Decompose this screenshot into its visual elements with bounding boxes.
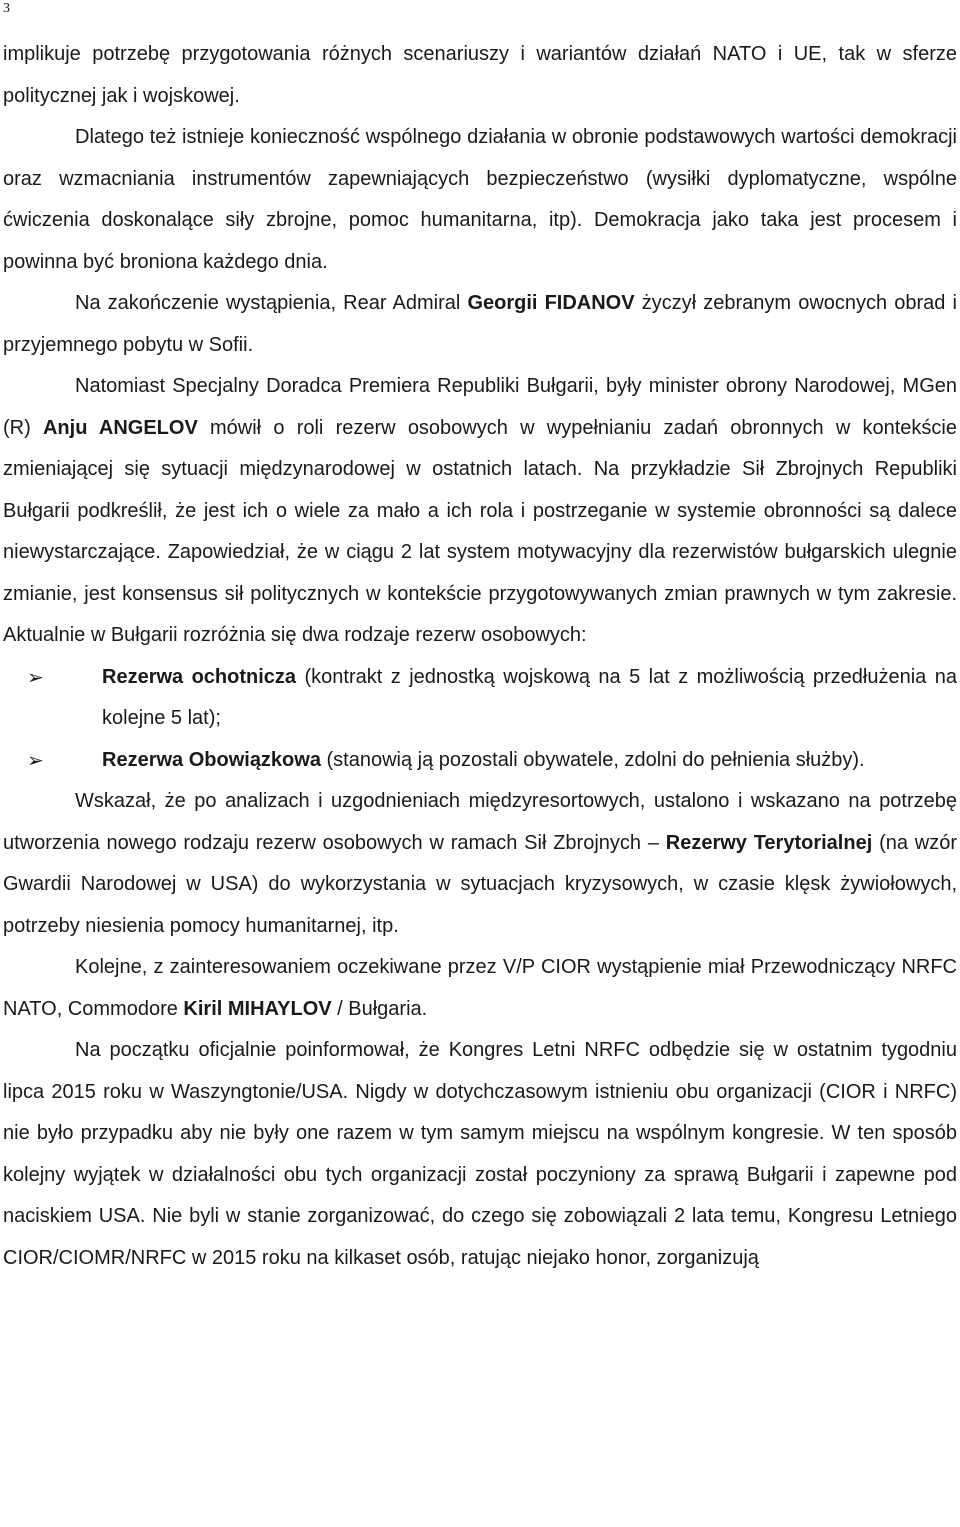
speaker-name-fidanov: Georgii FIDANOV [467,292,635,314]
paragraph-3 [3,283,957,366]
arrow-bullet-icon: ➢ [27,664,44,689]
paragraph-3-text: Na zakończenie wystąpienia, Rear Admiral [75,292,468,314]
paragraph-4 [3,366,957,657]
paragraph-7: Na początku oficjalnie poinformował, że Kongres Letni NRFC odbędzie się w ostatnim tygodniu lipca 2015 roku w Waszyngtonie/USA. Nigdy w dotychczasowym istnieniu obu organizacji (CIOR i NRFC) nie było przypadku aby nie były one razem w tym samym miejscu na wspólnym kongresie. W ten sposób kolejny wyjątek w działalności obu tych organizacji został poczyniony za sprawą Bułgarii i zapewne pod naciskiem USA. Nie byli w stanie zorganizować, do czego się zobowiązali 2 lata temu, Kongresu Letniego CIOR/CIOMR/NRFC w 2015 roku na kilkaset osób, ratując niejako honor, zorganizują [3,1039,957,1269]
list-item [3,740,957,782]
page-number: 3 [3,1,10,16]
territorial-reserve-term: Rezerwy Terytorialnej [665,831,873,854]
paragraph-6-text: Kolejne, z zainteresowaniem oczekiwane przez V/P CIOR wystąpienie miał Przewodniczący NRFC NATO, Commodore [3,956,957,1020]
list-item [3,657,957,740]
paragraph-6-text-end: / Bułgaria. [331,997,428,1020]
document-body [3,34,957,1279]
speaker-name-mihaylov: Kiril MIHAYLOV [183,997,332,1020]
paragraph-5 [3,781,957,947]
paragraph-3-text-end: życzył zebranym owocnych obrad i przyjemnego pobytu w Sofii. [3,292,957,356]
list-item-text: (stanowią ją pozostali obywatele, zdolni do pełnienia służby). [320,748,865,771]
arrow-bullet-icon: ➢ [27,747,44,772]
paragraph-1: implikuje potrzebę przygotowania różnych scenariuszy i wariantów działań NATO i UE, tak w sferze politycznej jak i wojskowej. [3,43,957,107]
paragraph-6 [3,947,957,1030]
paragraph-2: Dlatego też istnieje konieczność wspólnego działania w obronie podstawowych wartości demokracji oraz wzmacniania instrumentów zapewniających bezpieczeństwo (wysiłki dyplomatyczne, wspólne ćwiczenia doskonalące siły zbrojne, pomoc humanitarna, itp). Demokracja jako taka jest procesem i powinna być broniona każdego dnia. [3,126,957,273]
list-item-title: Rezerwa Obowiązkowa [102,748,321,771]
paragraph-5-text: Wskazał, że po analizach i uzgodnieniach międzyresortowych, ustalono i wskazano na potrzebę utworzenia nowego rodzaju rezerw osobowych w ramach Sił Zbrojnych – [3,790,957,854]
list-item-title: Rezerwa ochotnicza [102,665,297,688]
paragraph-5-text-end: (na wzór Gwardii Narodowej w USA) do wykorzystania w sytuacjach kryzysowych, w czasie klęsk żywiołowych, potrzeby niesienia pomocy humanitarnej, itp. [3,831,957,937]
paragraph-4-text-end: mówił o roli rezerw osobowych w wypełnianiu zadań obronnych w kontekście zmieniającej się sytuacji międzynarodowej w ostatnich latach. Na przykładzie Sił Zbrojnych Republiki Bułgarii podkreślił, że jest ich o wiele za mało a ich rola i postrzeganie w systemie obronności są dalece niewystarczające. Zapowiedział, że w ciągu 2 lat system motywacyjny dla rezerwistów bułgarskich ulegnie zmianie, jest konsensus sił politycznych w kontekście przygotowywanych zmian prawnych w tym zakresie. Aktualnie w Bułgarii rozróżnia się dwa rodzaje rezerw osobowych: [3,416,957,646]
list-item-text: (kontrakt z jednostką wojskową na 5 lat z możliwością przedłużenia na kolejne 5 lat); [102,665,957,729]
paragraph-4-text: Natomiast Specjalny Doradca Premiera Republiki Bułgarii, były minister obrony Narodowej, MGen (R) [3,375,957,439]
speaker-name-angelov: Anju ANGELOV [42,416,198,439]
reserve-types-list [3,657,957,782]
